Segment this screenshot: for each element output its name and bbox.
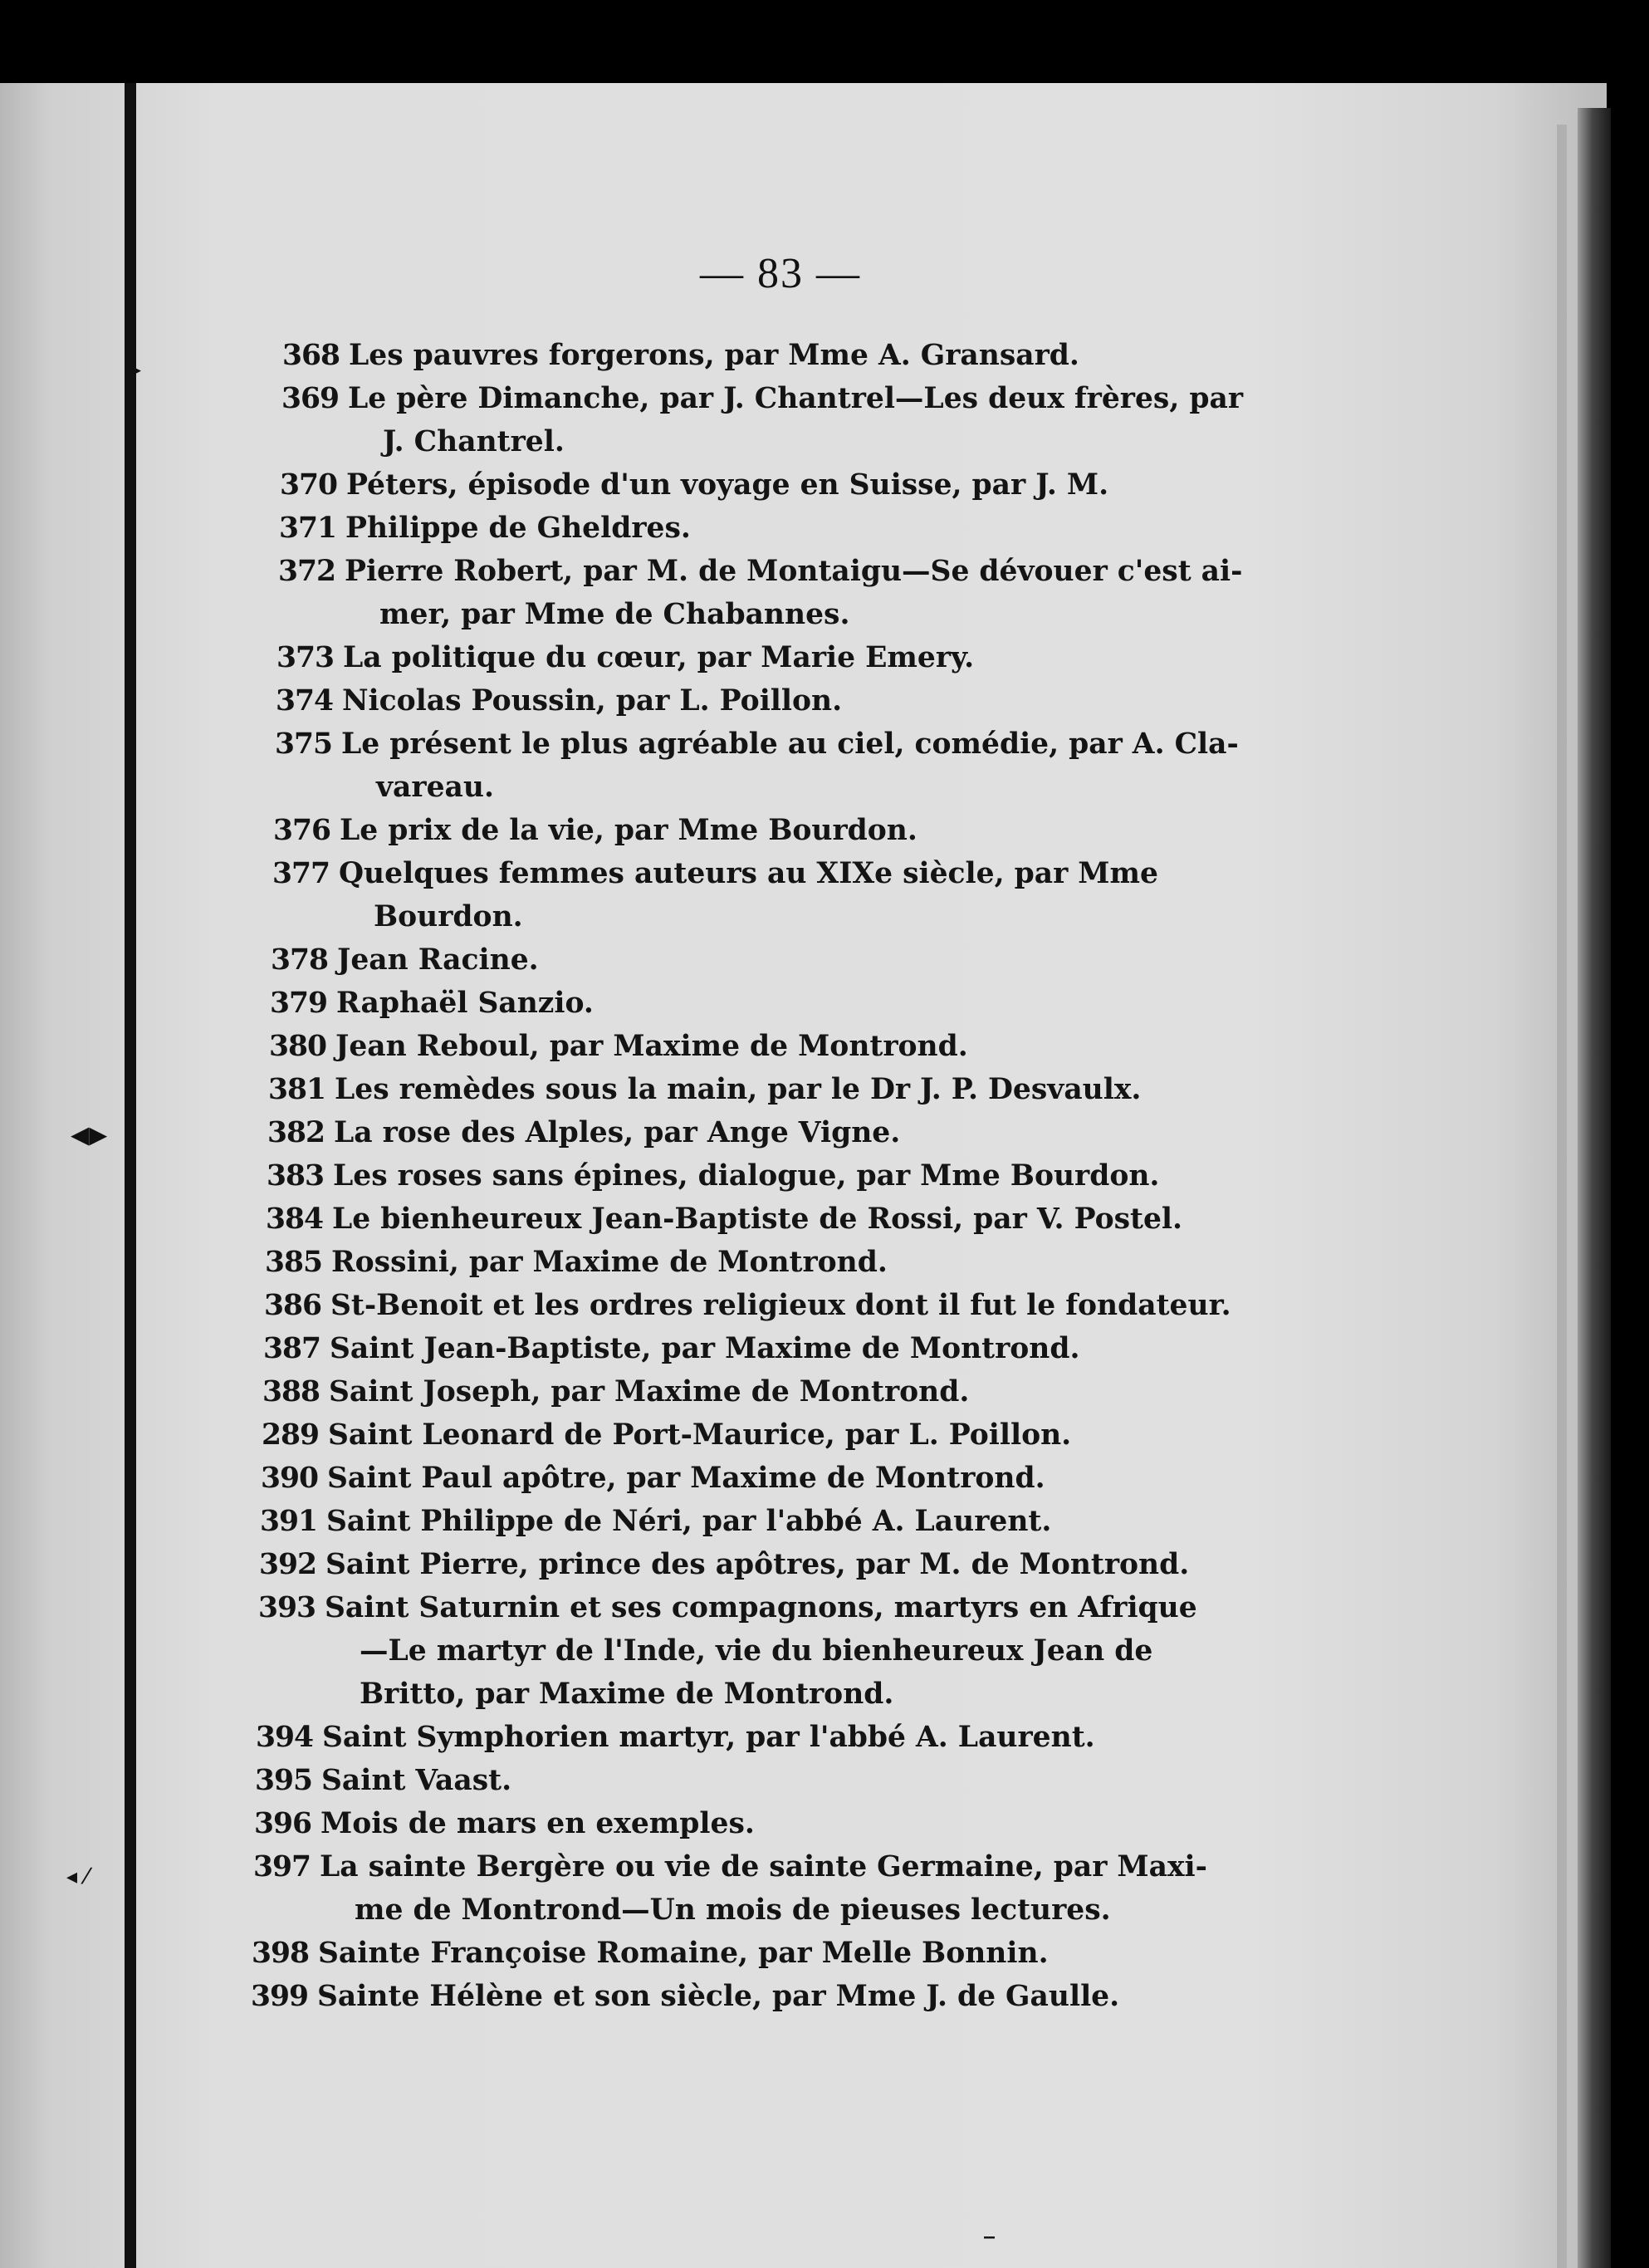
entry-title: Le prix de la vie, par Mme Bourdon. bbox=[340, 814, 917, 847]
entry-number: 375 bbox=[275, 727, 333, 761]
entry-number: 399 bbox=[251, 1980, 309, 2013]
entry-number: 368 bbox=[282, 339, 340, 372]
entry-number: 396 bbox=[254, 1807, 312, 1840]
entry-title: Sainte Hélène et son siècle, par Mme J. de Gaulle. bbox=[317, 1980, 1120, 2013]
entry-number: 370 bbox=[280, 468, 338, 502]
entry-number: 392 bbox=[259, 1548, 317, 1581]
entry-number: 386 bbox=[264, 1289, 322, 1322]
list-item bbox=[267, 1111, 1280, 1154]
entry-continuation: —Le martyr de l'Inde, vie du bienheureux Jean de bbox=[360, 1634, 1153, 1668]
entry-title: La sainte Bergère ou vie de sainte Germaine, par Maxi- bbox=[320, 1850, 1207, 1883]
entry-number: 381 bbox=[268, 1073, 326, 1106]
entry-title: Mois de mars en exemples. bbox=[321, 1807, 755, 1840]
entry-number: 378 bbox=[271, 943, 329, 977]
list-item bbox=[251, 1975, 1264, 2018]
entry-number: 376 bbox=[273, 814, 331, 847]
list-item bbox=[255, 1759, 1268, 1802]
entry-continuation: Bourdon. bbox=[374, 900, 523, 933]
entry-title: Saint Vaast. bbox=[321, 1764, 512, 1797]
entry-title: St-Benoit et les ordres religieux dont il fut le fondateur. bbox=[330, 1289, 1231, 1322]
entry-number: 393 bbox=[258, 1591, 316, 1624]
list-item bbox=[271, 938, 1284, 982]
gutter-mark-middle: ◂▸ bbox=[71, 1113, 108, 1155]
entry-title: Jean Racine. bbox=[337, 943, 539, 977]
list-item bbox=[258, 1586, 1271, 1716]
list-item bbox=[265, 1241, 1278, 1284]
list-item bbox=[279, 507, 1292, 550]
entry-number: 385 bbox=[265, 1246, 323, 1279]
entry-title: Le père Dimanche, par J. Chantrel—Les deux frères, par bbox=[348, 382, 1244, 415]
list-item bbox=[260, 1500, 1273, 1543]
entry-continuation: mer, par Mme de Chabannes. bbox=[379, 598, 850, 631]
list-item bbox=[267, 1154, 1280, 1198]
entry-number: 390 bbox=[261, 1462, 319, 1495]
entry-title: Les remèdes sous la main, par le Dr J. P. Desvaulx. bbox=[335, 1073, 1142, 1106]
entry-title: Raphaël Sanzio. bbox=[336, 987, 594, 1020]
list-item bbox=[270, 982, 1283, 1025]
list-item bbox=[264, 1284, 1277, 1327]
entry-number: 391 bbox=[260, 1505, 318, 1538]
list-item bbox=[278, 550, 1291, 636]
entry-number: 398 bbox=[252, 1937, 310, 1970]
list-item bbox=[282, 334, 1295, 377]
entry-number: 377 bbox=[272, 857, 330, 890]
entry-number: 387 bbox=[263, 1332, 321, 1365]
entry-title: Saint Jean-Baptiste, par Maxime de Montrond. bbox=[330, 1332, 1080, 1365]
entry-number: 382 bbox=[267, 1116, 325, 1149]
entry-title: Les pauvres forgerons, par Mme A. Gransard. bbox=[349, 339, 1079, 372]
list-item bbox=[273, 809, 1286, 852]
entry-title: La politique du cœur, par Marie Emery. bbox=[343, 641, 975, 674]
entry-number: 372 bbox=[278, 555, 336, 588]
entry-number: 373 bbox=[276, 641, 335, 674]
list-item bbox=[272, 852, 1285, 938]
list-item bbox=[266, 1198, 1279, 1241]
entry-continuation: vareau. bbox=[376, 771, 494, 804]
entry-title: Nicolas Poussin, par L. Poillon. bbox=[342, 684, 843, 718]
list-item bbox=[262, 1370, 1275, 1413]
entry-number: 371 bbox=[279, 512, 337, 545]
entry-number: 369 bbox=[281, 382, 340, 415]
entry-title: Péters, épisode d'un voyage en Suisse, par J. M. bbox=[346, 468, 1109, 502]
entry-number: 374 bbox=[276, 684, 334, 718]
entry-number: 384 bbox=[266, 1203, 324, 1236]
entry-title: Saint Symphorien martyr, par l'abbé A. Laurent. bbox=[322, 1721, 1095, 1754]
entry-number: 388 bbox=[262, 1375, 321, 1408]
entry-title: Saint Saturnin et ses compagnons, martyrs en Afrique bbox=[325, 1591, 1197, 1624]
entry-continuation: Britto, par Maxime de Montrond. bbox=[360, 1678, 894, 1711]
entry-title: Rossini, par Maxime de Montrond. bbox=[331, 1246, 888, 1279]
entry-title: Pierre Robert, par M. de Montaigu—Se dévouer c'est ai- bbox=[345, 555, 1243, 588]
entry-continuation: me de Montrond—Un mois de pieuses lectures. bbox=[355, 1893, 1111, 1927]
entry-title: Sainte Françoise Romaine, par Melle Bonnin. bbox=[318, 1937, 1049, 1970]
page-number: — 83 — bbox=[700, 250, 861, 297]
entry-title: Saint Joseph, par Maxime de Montrond. bbox=[329, 1375, 970, 1408]
list-item bbox=[276, 679, 1289, 723]
entry-number: 394 bbox=[256, 1721, 314, 1754]
entry-title: Les roses sans épines, dialogue, par Mme Bourdon. bbox=[333, 1159, 1160, 1193]
entry-title: Jean Reboul, par Maxime de Montrond. bbox=[335, 1030, 968, 1063]
list-item bbox=[281, 377, 1294, 463]
gutter-mark-bottom: ◂ ⁄ bbox=[66, 1864, 89, 1889]
entry-number: 397 bbox=[253, 1850, 311, 1883]
entry-number: 289 bbox=[262, 1418, 320, 1452]
entry-number: 379 bbox=[270, 987, 328, 1020]
list-item bbox=[254, 1802, 1267, 1845]
entry-number: 380 bbox=[269, 1030, 327, 1063]
entry-number: 383 bbox=[267, 1159, 325, 1193]
entry-title: Le bienheureux Jean-Baptiste de Rossi, par V. Postel. bbox=[332, 1203, 1183, 1236]
entry-title: La rose des Alples, par Ange Vigne. bbox=[334, 1116, 901, 1149]
list-item bbox=[269, 1025, 1282, 1068]
list-item bbox=[268, 1068, 1281, 1111]
list-item bbox=[262, 1413, 1275, 1457]
list-item bbox=[263, 1327, 1276, 1370]
list-item bbox=[275, 723, 1288, 809]
entry-title: Saint Pierre, prince des apôtres, par M. de Montrond. bbox=[325, 1548, 1190, 1581]
entry-title: Philippe de Gheldres. bbox=[345, 512, 691, 545]
list-item bbox=[253, 1845, 1266, 1932]
entry-title: Le présent le plus agréable au ciel, comédie, par A. Cla- bbox=[341, 727, 1239, 761]
entry-title: Quelques femmes auteurs au XIXe siècle, par Mme bbox=[339, 857, 1158, 890]
list-item bbox=[276, 636, 1289, 679]
stray-dash: ‾ bbox=[984, 2234, 995, 2259]
entry-title: Saint Leonard de Port-Maurice, par L. Poillon. bbox=[328, 1418, 1072, 1452]
list-item bbox=[280, 463, 1293, 507]
entry-continuation: J. Chantrel. bbox=[383, 425, 565, 458]
gutter-mark-top: ▸ bbox=[125, 349, 142, 388]
list-item bbox=[261, 1457, 1274, 1500]
list-item bbox=[252, 1932, 1265, 1975]
entry-number: 395 bbox=[255, 1764, 313, 1797]
list-item bbox=[256, 1716, 1269, 1759]
entry-title: Saint Paul apôtre, par Maxime de Montrond. bbox=[327, 1462, 1045, 1495]
entry-title: Saint Philippe de Néri, par l'abbé A. Laurent. bbox=[326, 1505, 1052, 1538]
list-item bbox=[259, 1543, 1272, 1586]
